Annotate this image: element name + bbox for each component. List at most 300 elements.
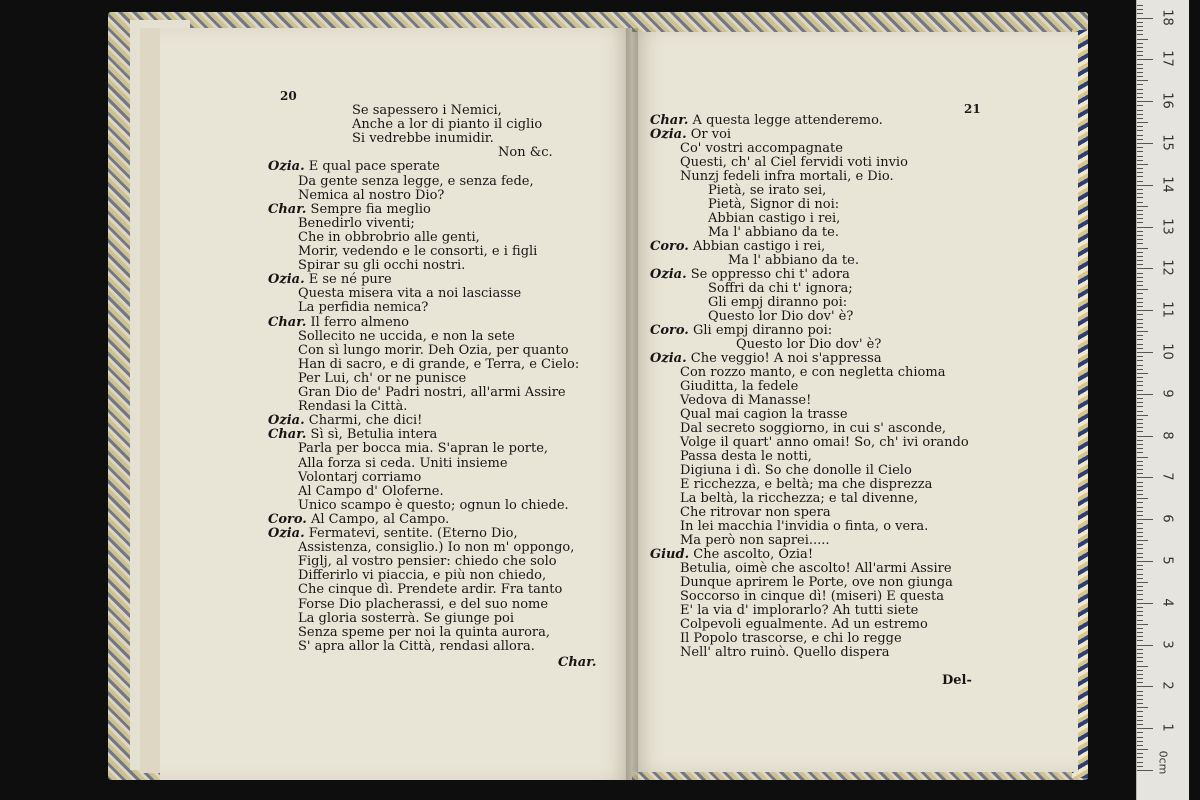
ruler-tick <box>1137 532 1143 533</box>
ruler-tick <box>1137 105 1143 106</box>
verse-line <box>268 527 518 541</box>
verse-line <box>680 142 843 156</box>
verse-text: Che in obbrobrio alle genti, <box>298 230 480 245</box>
right-page <box>632 32 1078 772</box>
verse-text: La perfidia nemica? <box>298 300 429 315</box>
ruler-tick <box>1137 298 1143 299</box>
verse-line <box>680 170 894 184</box>
speaker-label: Char. <box>268 202 307 217</box>
verse-text: Pietà, Signor di noi: <box>708 197 840 212</box>
verse-text: Nemica al nostro Dio? <box>298 188 445 203</box>
ruler-tick <box>1137 114 1143 115</box>
verse-line <box>298 400 407 414</box>
ruler-tick <box>1137 243 1143 244</box>
verse-text: Soccorso in cinque dì! (miseri) E questa <box>680 589 944 604</box>
verse-line <box>268 203 431 217</box>
ruler-tick <box>1137 711 1143 712</box>
speaker-label: Ozia. <box>650 351 687 366</box>
verse-line <box>298 245 537 259</box>
speaker-label: Char. <box>650 113 689 128</box>
verse-line <box>298 344 569 358</box>
ruler-number: 16 <box>1159 92 1175 109</box>
verse-line <box>298 612 514 626</box>
ruler-tick <box>1137 419 1143 420</box>
verse-line <box>708 184 826 198</box>
ruler-tick <box>1137 653 1143 654</box>
ruler-tick <box>1137 553 1143 554</box>
verse-text: Che veggio! A noi s'appressa <box>690 351 882 366</box>
right-catchword: Del- <box>942 673 972 688</box>
ruler-tick <box>1137 189 1143 190</box>
ruler-tick <box>1137 607 1143 608</box>
ruler-tick <box>1137 423 1143 424</box>
verse-line <box>298 598 548 612</box>
verse-line <box>680 408 848 422</box>
ruler-tick <box>1137 699 1143 700</box>
ruler-tick <box>1137 557 1143 558</box>
ruler-tick <box>1137 9 1143 10</box>
verse-text: Pietà, se irato sei, <box>708 183 827 198</box>
speaker-label: Coro. <box>268 512 307 527</box>
ruler-tick <box>1137 39 1148 40</box>
ruler-tick <box>1137 151 1143 152</box>
verse-text: Parla per bocca mia. S'apran le porte, <box>298 441 549 456</box>
verse-text: Abbian castigo i rei, <box>692 239 826 254</box>
verse-text: Sì sì, Betulia intera <box>310 427 438 442</box>
ruler-tick <box>1137 519 1153 520</box>
ruler-number: 12 <box>1159 259 1175 277</box>
ruler-tick <box>1137 477 1153 478</box>
verse-line <box>498 146 553 160</box>
verse-line <box>298 457 508 471</box>
verse-line <box>298 555 557 569</box>
verse-line <box>298 485 444 499</box>
ruler-tick <box>1137 59 1153 60</box>
verse-text: Questo lor Dio dov' è? <box>736 337 882 352</box>
verse-text: Nunzj fedeli infra mortali, e Dio. <box>680 169 894 184</box>
ruler-number: 8 <box>1159 430 1175 440</box>
verse-text: E se né pure <box>308 272 392 287</box>
ruler-tick <box>1137 314 1143 315</box>
verse-line <box>680 618 928 632</box>
ruler-tick <box>1137 436 1153 437</box>
ruler-tick <box>1137 193 1143 194</box>
verse-text: Co' vostri accompagnate <box>680 141 843 156</box>
verse-line <box>680 562 952 576</box>
verse-text: Benedirlo viventi; <box>298 216 415 231</box>
ruler-tick <box>1137 624 1148 625</box>
ruler-tick <box>1137 448 1143 449</box>
ruler-tick <box>1137 753 1143 754</box>
verse-line <box>298 301 428 315</box>
verse-line <box>298 217 415 231</box>
verse-line <box>268 273 392 287</box>
verse-text: Anche a lor di pianto il ciglio <box>352 117 543 132</box>
verse-line <box>298 372 466 386</box>
left-page-number: 20 <box>280 89 297 103</box>
ruler-tick <box>1137 68 1143 69</box>
ruler-tick <box>1137 319 1143 320</box>
verse-text: Dunque aprirem le Porte, ove non giunga <box>680 575 953 590</box>
ruler-tick <box>1137 511 1143 512</box>
verse-line <box>298 189 444 203</box>
speaker-label: Ozia. <box>650 267 687 282</box>
ruler-tick <box>1137 235 1143 236</box>
verse-line <box>680 604 918 618</box>
verse-line <box>650 114 883 128</box>
ruler-tick <box>1137 43 1143 44</box>
ruler-tick <box>1137 348 1143 349</box>
verse-text: Al Campo, al Campo. <box>310 512 450 527</box>
ruler-number: 2 <box>1159 681 1175 691</box>
verse-text: Per Lui, ch' or ne punisce <box>298 371 467 386</box>
ruler-tick <box>1137 369 1143 370</box>
ruler-tick <box>1137 252 1143 253</box>
verse-text: Betulia, oimè che ascolto! All'armi Assire <box>680 561 952 576</box>
ruler-tick <box>1137 636 1143 637</box>
speaker-label: Coro. <box>650 239 689 254</box>
verse-line <box>708 226 839 240</box>
speaker-label: Ozia. <box>650 127 687 142</box>
verse-line <box>680 380 798 394</box>
verse-line <box>352 104 502 118</box>
ruler-tick <box>1137 227 1153 228</box>
ruler-tick <box>1137 285 1143 286</box>
verse-text: Passa desta le notti, <box>680 449 812 464</box>
ruler-tick <box>1137 548 1143 549</box>
verse-line <box>298 442 548 456</box>
ruler-tick <box>1137 770 1153 771</box>
ruler-tick <box>1137 502 1143 503</box>
verse-text: Con rozzo manto, e con negletta chioma <box>680 365 946 380</box>
ruler-number: 13 <box>1159 217 1175 235</box>
ruler-tick <box>1137 507 1143 508</box>
ruler-tick <box>1137 724 1143 725</box>
ruler-tick <box>1137 574 1143 575</box>
verse-text: Gli empj diranno poi: <box>692 323 833 338</box>
ruler-tick <box>1137 22 1143 23</box>
ruler-tick <box>1137 611 1143 612</box>
ruler-tick <box>1137 335 1143 336</box>
ruler-tick <box>1137 323 1143 324</box>
ruler-tick <box>1137 76 1143 77</box>
ruler-tick <box>1137 239 1143 240</box>
right-page-number: 21 <box>964 102 981 116</box>
verse-text: Al Campo d' Oloferne. <box>298 484 444 499</box>
verse-line <box>680 590 944 604</box>
verse-line <box>298 330 515 344</box>
speaker-label: Ozia. <box>268 159 305 174</box>
ruler-tick <box>1137 356 1143 357</box>
verse-text: Ma l' abbiano da te. <box>728 253 859 268</box>
ruler-tick <box>1137 360 1143 361</box>
ruler-tick <box>1137 344 1143 345</box>
verse-text: Se sapessero i Nemici, <box>352 103 502 118</box>
ruler-tick <box>1137 599 1143 600</box>
ruler-tick <box>1137 110 1143 111</box>
ruler-tick <box>1137 540 1148 541</box>
ruler-tick <box>1137 569 1143 570</box>
verse-text: Unico scampo è questo; ognun lo chiede. <box>298 498 569 513</box>
verse-line <box>680 520 928 534</box>
verse-text: Assistenza, consiglio.) Io non m' oppongo, <box>298 540 575 555</box>
ruler-tick <box>1137 135 1143 136</box>
ruler-tick <box>1137 268 1153 269</box>
ruler-tick <box>1137 745 1143 746</box>
ruler-tick <box>1137 536 1143 537</box>
verse-text: Qual mai cagion la trasse <box>680 407 848 422</box>
ruler-number: 14 <box>1159 176 1175 193</box>
ruler-tick <box>1137 293 1143 294</box>
verse-text: Nell' altro ruinò. Quello dispera <box>680 645 890 660</box>
verse-line <box>650 352 882 366</box>
verse-text: Colpevoli egualmente. Ad un estremo <box>680 617 928 632</box>
ruler-tick <box>1137 431 1143 432</box>
speaker-label: Giud. <box>650 547 690 562</box>
verse-line <box>680 534 830 548</box>
verse-line <box>680 422 946 436</box>
ruler-tick <box>1137 331 1148 332</box>
ruler-tick <box>1137 339 1143 340</box>
ruler-number: 7 <box>1159 472 1175 482</box>
verse-line <box>298 358 579 372</box>
ruler-tick <box>1137 415 1148 416</box>
verse-line <box>298 386 566 400</box>
verse-text: Che ritrovar non spera <box>680 505 831 520</box>
ruler-tick <box>1137 181 1143 182</box>
ruler-tick <box>1137 645 1153 646</box>
verse-line <box>650 128 731 142</box>
ruler-tick <box>1137 457 1148 458</box>
book-gutter <box>626 28 638 780</box>
ruler-tick <box>1137 126 1143 127</box>
ruler-tick <box>1137 206 1148 207</box>
ruler-number: 15 <box>1159 134 1175 151</box>
verse-text: A questa legge attenderemo. <box>692 113 883 128</box>
verse-line <box>680 478 932 492</box>
ruler-tick <box>1137 486 1143 487</box>
ruler-tick <box>1137 406 1143 407</box>
verse-line <box>352 118 542 132</box>
ruler-tick <box>1137 674 1143 675</box>
left-catchword: Char. <box>558 655 597 670</box>
ruler-tick <box>1137 222 1143 223</box>
ruler-tick <box>1137 214 1143 215</box>
ruler-number: 6 <box>1159 514 1175 523</box>
ruler-tick <box>1137 465 1143 466</box>
ruler-tick <box>1137 649 1143 650</box>
verse-line <box>680 464 912 478</box>
ruler-number: 1 <box>1159 723 1175 732</box>
verse-text: Soffri da chi t' ignora; <box>708 281 853 296</box>
ruler-tick <box>1137 185 1153 186</box>
ruler-tick <box>1137 172 1143 173</box>
verse-text: La gloria sosterrà. Se giunge poi <box>298 611 515 626</box>
verse-line <box>736 338 881 352</box>
verse-text: Volontarj corriamo <box>298 470 422 485</box>
verse-text: E ricchezza, e beltà; ma che disprezza <box>680 477 933 492</box>
ruler-number: 5 <box>1159 556 1175 565</box>
verse-line <box>680 506 831 520</box>
verse-line <box>680 366 945 380</box>
ruler-tick <box>1137 703 1143 704</box>
ruler-tick <box>1137 720 1143 721</box>
verse-line <box>268 414 422 428</box>
ruler-tick <box>1137 565 1143 566</box>
verse-line <box>268 316 409 330</box>
verse-text: Il Popolo trascorse, e chi lo regge <box>680 631 902 646</box>
ruler-tick <box>1137 352 1153 353</box>
verse-line <box>352 132 494 146</box>
ruler-tick <box>1137 515 1143 516</box>
ruler-tick <box>1137 147 1143 148</box>
ruler-tick <box>1137 202 1143 203</box>
verse-line <box>680 576 953 590</box>
ruler-tick <box>1137 544 1143 545</box>
ruler-tick <box>1137 72 1143 73</box>
verse-text: S' apra allor la Città, rendasi allora. <box>298 639 535 654</box>
ruler-tick <box>1137 248 1148 249</box>
ruler-tick <box>1137 494 1143 495</box>
verse-line <box>298 231 480 245</box>
verse-line <box>268 428 437 442</box>
ruler-tick <box>1137 5 1143 6</box>
verse-line <box>680 632 902 646</box>
ruler-tick <box>1137 728 1153 729</box>
verse-text: In lei macchia l'invidia o finta, o vera. <box>680 519 929 534</box>
verse-line <box>680 436 969 450</box>
ruler-tick <box>1137 156 1143 157</box>
ruler-tick <box>1137 394 1153 395</box>
verse-line <box>680 156 908 170</box>
ruler-tick <box>1137 632 1143 633</box>
ruler-tick <box>1137 30 1143 31</box>
ruler-tick <box>1137 51 1143 52</box>
ruler-tick <box>1137 218 1143 219</box>
verse-text: Il ferro almeno <box>310 315 409 330</box>
ruler-tick <box>1137 277 1143 278</box>
ruler-tick <box>1137 89 1143 90</box>
verse-text: Questo lor Dio dov' è? <box>708 309 854 324</box>
ruler-number: 10 <box>1159 343 1175 360</box>
ruler-tick <box>1137 64 1143 65</box>
ruler-tick <box>1137 93 1143 94</box>
verse-text: Han di sacro, e di grande, e Terra, e Cielo: <box>298 357 580 372</box>
ruler-tick <box>1137 168 1143 169</box>
ruler-tick <box>1137 385 1143 386</box>
verse-line <box>298 287 521 301</box>
verse-text: Alla forza si ceda. Uniti insieme <box>298 456 508 471</box>
ruler-tick <box>1137 661 1143 662</box>
verse-text: Se oppresso chi t' adora <box>690 267 850 282</box>
ruler-tick <box>1137 26 1143 27</box>
ruler-tick <box>1137 210 1143 211</box>
ruler-tick <box>1137 139 1143 140</box>
verse-text: Gran Dio de' Padri nostri, all'armi Assire <box>298 385 566 400</box>
verse-line <box>650 240 825 254</box>
ruler-tick <box>1137 528 1143 529</box>
verse-line <box>298 471 421 485</box>
ruler-tick <box>1137 640 1143 641</box>
verse-line <box>680 450 812 464</box>
ruler-tick <box>1137 732 1143 733</box>
ruler-tick <box>1137 561 1153 562</box>
ruler-tick <box>1137 586 1143 587</box>
ruler-tick <box>1137 469 1143 470</box>
verse-text: Da gente senza legge, e senza fede, <box>298 174 534 189</box>
ruler-tick <box>1137 691 1143 692</box>
ruler-tick <box>1137 670 1143 671</box>
ruler-tick <box>1137 523 1143 524</box>
verse-text: Giuditta, la fedele <box>680 379 799 394</box>
speaker-label: Char. <box>268 315 307 330</box>
ruler-number: 11 <box>1159 301 1175 318</box>
left-page <box>160 28 632 780</box>
ruler-tick <box>1137 13 1143 14</box>
verse-text: Figlj, al vostro pensier: chiedo che solo <box>298 554 557 569</box>
verse-text: Questi, ch' al Ciel fervidi voti invio <box>680 155 908 170</box>
ruler-tick <box>1137 620 1143 621</box>
verse-text: Che cinque dì. Prendete ardir. Fra tanto <box>298 582 563 597</box>
verse-line <box>708 296 847 310</box>
ruler-tick <box>1137 327 1143 328</box>
verse-line <box>298 569 546 583</box>
verse-line <box>298 626 550 640</box>
verse-line <box>298 640 535 654</box>
verse-line <box>680 492 918 506</box>
ruler-tick <box>1137 482 1143 483</box>
ruler-tick <box>1137 682 1143 683</box>
ruler-tick <box>1137 716 1143 717</box>
ruler-number: 18 <box>1159 8 1175 26</box>
ruler-tick <box>1137 473 1143 474</box>
ruler-tick <box>1137 160 1143 161</box>
verse-text: Sollecito ne uccida, e non la sete <box>298 329 515 344</box>
ruler-tick <box>1137 402 1143 403</box>
verse-text: Spirar su gli occhi nostri. <box>298 258 466 273</box>
ruler-tick <box>1137 657 1143 658</box>
ruler-tick <box>1137 281 1143 282</box>
measuring-ruler <box>1136 0 1189 800</box>
ruler-tick <box>1137 365 1143 366</box>
ruler-tick <box>1137 582 1148 583</box>
ruler-tick <box>1137 306 1143 307</box>
verse-text: Vedova di Manasse! <box>680 393 812 408</box>
verse-text: Fermatevi, sentite. (Eterno Dio, <box>308 526 518 541</box>
verse-text: Volge il quart' anno omai! So, ch' ivi orando <box>680 435 969 450</box>
ruler-tick <box>1137 273 1143 274</box>
verse-text: Digiuna i dì. So che donolle il Cielo <box>680 463 912 478</box>
ruler-tick <box>1137 411 1143 412</box>
ruler-tick <box>1137 101 1153 102</box>
verse-text: Gli empj diranno poi: <box>708 295 848 310</box>
ruler-tick <box>1137 678 1143 679</box>
ruler-tick <box>1137 695 1143 696</box>
speaker-label: Ozia. <box>268 526 305 541</box>
ruler-tick <box>1137 398 1143 399</box>
verse-text: Con sì lungo morir. Deh Ozia, per quanto <box>298 343 569 358</box>
speaker-label: Ozia. <box>268 413 305 428</box>
verse-line <box>298 499 569 513</box>
ruler-tick <box>1137 34 1143 35</box>
ruler-tick <box>1137 590 1143 591</box>
verse-line <box>268 160 440 174</box>
ruler-tick <box>1137 302 1143 303</box>
verse-text: Non &c. <box>498 145 553 160</box>
ruler-tick <box>1137 766 1143 767</box>
ruler-tick <box>1137 289 1148 290</box>
verse-text: Senza speme per noi la quinta aurora, <box>298 625 551 640</box>
